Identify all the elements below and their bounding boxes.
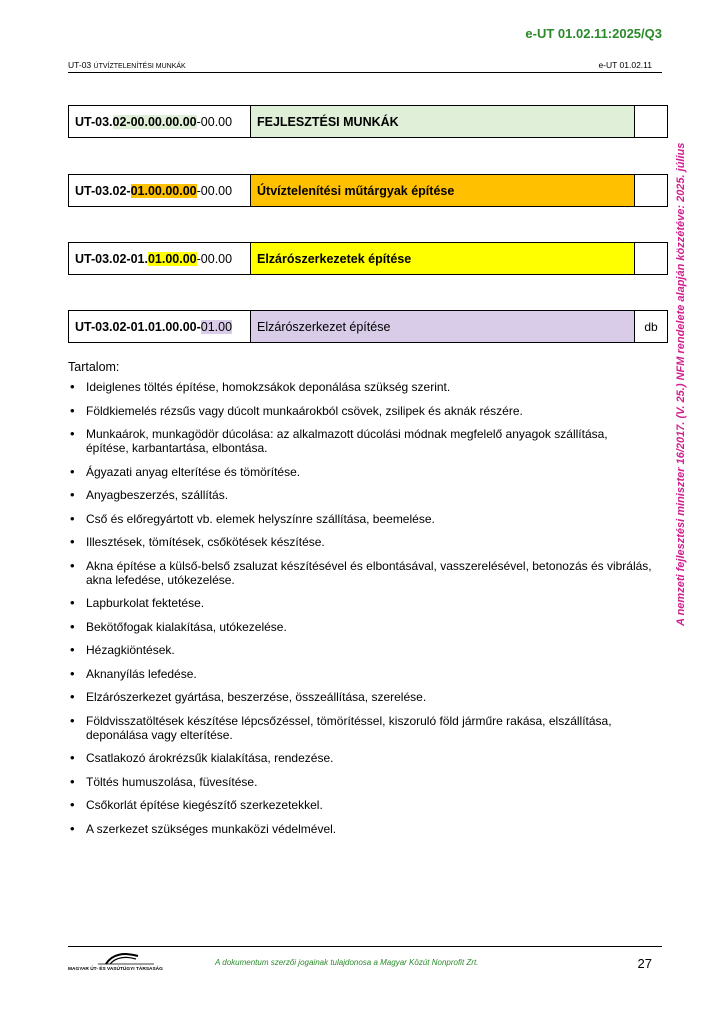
list-item: • Töltés humuszolása, füvesítése. <box>68 775 653 789</box>
logo-mark-icon <box>68 950 158 966</box>
document-code: e-UT 01.02.11:2025/Q3 <box>525 26 662 41</box>
list-item: • Illesztések, tömítések, csőkötések készítése. <box>68 535 653 549</box>
header-section-title <box>68 60 186 70</box>
item-title: Elzárószerkezetek építése <box>251 243 635 274</box>
content-list <box>68 380 653 845</box>
item-code: UT-03.02-01.01.00.00- 01.00 <box>69 311 251 342</box>
item-code: UT-03. 02-00.00.00.00 -00.00 <box>69 106 251 137</box>
list-item: • Földvisszatöltések készítése lépcsőzéssel, tömörítéssel, kiszoruló föld járműre rakása, elszállítása, deponálása vagy elterítése. <box>68 714 653 742</box>
list-item: • Anyagbeszerzés, szállítás. <box>68 488 653 502</box>
item-unit <box>635 243 667 274</box>
list-item: • Ágyazati anyag elterítése és tömörítése. <box>68 465 653 479</box>
list-item: • Földkiemelés rézsűs vagy dúcolt munkaárokból csövek, zsilipek és aknák részére. <box>68 404 653 418</box>
publication-note: A nemzeti fejlesztési miniszter 16/2017. (V. 25.) NFM rendelete alapján közzétéve: 2025. július <box>675 142 687 626</box>
code-row-fejlesztesi-munkak <box>68 105 668 138</box>
list-item: • Akna építése a külső-belső zsaluzat készítésével és elbontásával, vasszerelésével, betonozás és vibrálás, akna lefedése, utókezelése. <box>68 559 653 587</box>
item-unit: db <box>644 319 658 334</box>
header-section-code: UT-03 <box>68 60 92 70</box>
list-item: • Lapburkolat fektetése. <box>68 596 653 610</box>
list-item: • Csőkorlát építése kiegészítő szerkezetekkel. <box>68 798 653 812</box>
list-item: • Cső és előregyártott vb. elemek helyszínre szállítása, beemelése. <box>68 512 653 526</box>
item-unit <box>635 106 667 137</box>
list-item: • Elzárószerkezet gyártása, beszerzése, összeállítása, szerelése. <box>68 690 653 704</box>
company-logo <box>68 950 163 972</box>
list-item: • Aknanyílás lefedése. <box>68 667 653 681</box>
item-title: Útvíztelenítési műtárgyak építése <box>251 175 635 206</box>
item-title: Elzárószerkezet építése <box>251 311 635 342</box>
list-item: • Csatlakozó árokrézsűk kialakítása, rendezése. <box>68 751 653 765</box>
list-item: • A szerkezet szükséges munkaközi védelmével. <box>68 822 653 836</box>
list-item: • Munkaárok, munkagödör dúcolása: az alkalmazott dúcolási módnak megfelelő anyagok szállítása, építése, karbantartása, elbontása. <box>68 427 653 455</box>
list-item: • Bekötőfogak kialakítása, utókezelése. <box>68 620 653 634</box>
item-title: FEJLESZTÉSI MUNKÁK <box>251 106 635 137</box>
header-divider <box>68 72 662 73</box>
header-section-name: ÚTVÍZTELENÍTÉSI MUNKÁK <box>93 63 186 70</box>
item-code: UT-03.02-01. 01.00.00 -00.00 <box>69 243 251 274</box>
item-code: UT-03.02- 01.00.00.00 -00.00 <box>69 175 251 206</box>
code-row-utviztelenitesi-mutargyak <box>68 174 668 207</box>
copyright-note: A dokumentum szerzői jogainak tulajdonosa a Magyar Közút Nonprofit Zrt. <box>215 958 479 967</box>
item-unit <box>635 175 667 206</box>
content-label: Tartalom: <box>68 360 120 374</box>
logo-text: MAGYAR ÚT- ÉS VASÚTÜGYI TÁRSASÁG <box>68 967 163 972</box>
list-item: • Ideiglenes töltés építése, homokzsákok deponálása szükség szerint. <box>68 380 653 394</box>
footer-divider <box>68 946 662 947</box>
header-document-code: e-UT 01.02.11 <box>598 60 652 70</box>
page-number: 27 <box>637 956 652 971</box>
code-row-elzaroszerkezet-epitese <box>68 310 668 343</box>
list-item: • Hézagkiöntések. <box>68 643 653 657</box>
code-row-elzaroszerkezetek <box>68 242 668 275</box>
